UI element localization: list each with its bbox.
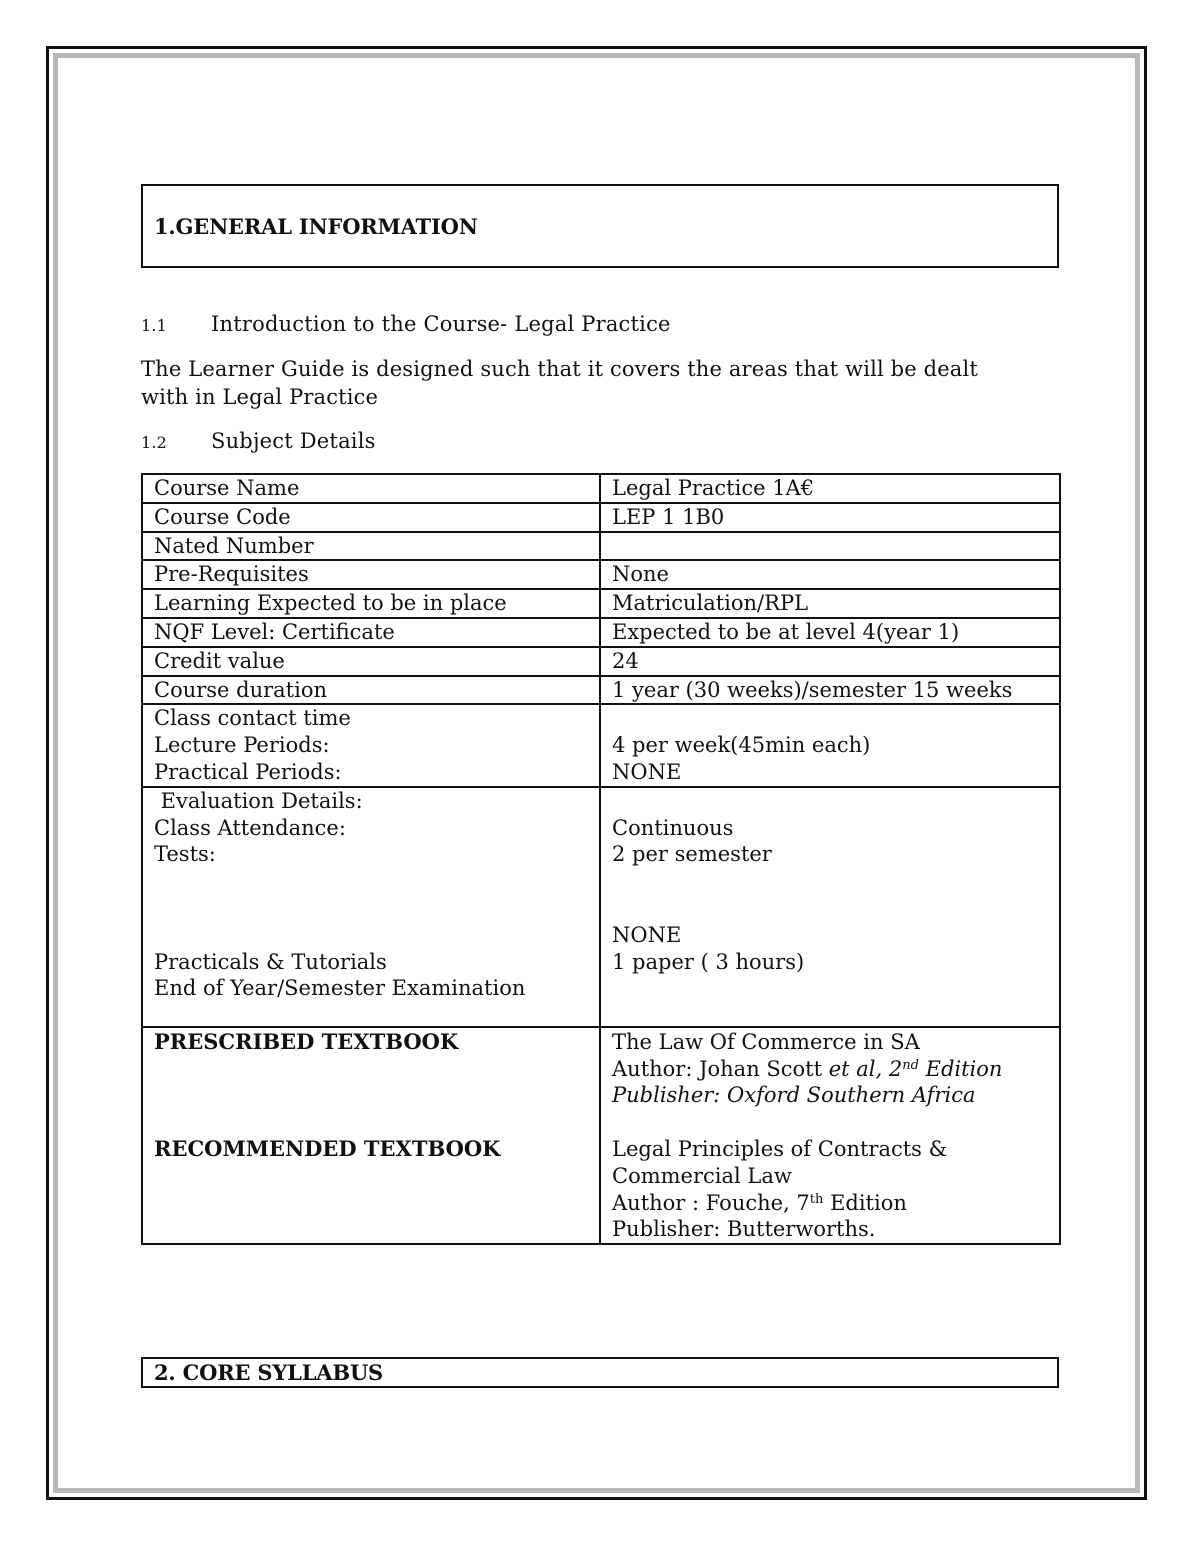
table-row [142, 676, 1060, 705]
row-value: LEP 1 1B0 [600, 503, 1060, 532]
contact-labels [142, 704, 600, 786]
contact-title: Class contact time [154, 706, 351, 731]
row-value: Matriculation/RPL [600, 589, 1060, 618]
intro-line-1: The Learner Guide is designed such that it covers the areas that will be dealt [141, 357, 978, 381]
lecture-label: Lecture Periods: [154, 733, 330, 758]
practical-value: NONE [612, 759, 682, 784]
prescribed-publisher: Publisher: Oxford Southern Africa [612, 1083, 976, 1108]
exam-label: End of Year/Semester Examination [154, 976, 526, 1001]
attendance-value: Continuous [612, 815, 734, 840]
evaluation-labels [142, 787, 600, 1027]
textbook-values [600, 1027, 1060, 1244]
row-label: Course Code [142, 503, 600, 532]
row-value: 24 [600, 647, 1060, 676]
prescribed-label: PRESCRIBED TEXTBOOK [154, 1028, 459, 1054]
section-2-heading: 2. CORE SYLLABUS [141, 1357, 1059, 1388]
practical-label: Practical Periods: [154, 759, 342, 784]
prescribed-author-suffix: Edition [918, 1056, 1003, 1081]
row-value: None [600, 560, 1060, 589]
table-row [142, 647, 1060, 676]
recommended-author-prefix: Author : Fouche, 7 [612, 1190, 810, 1215]
recommended-label: RECOMMENDED TEXTBOOK [154, 1135, 501, 1161]
tests-value: 2 per semester [612, 842, 772, 867]
recommended-author-sup: th [809, 1191, 824, 1207]
evaluation-row [142, 787, 1060, 1027]
recommended-author-suffix: Edition [823, 1190, 907, 1215]
subsection-1-1-number: 1.1 [141, 316, 168, 335]
row-label: Course Name [142, 474, 600, 503]
row-value: 1 year (30 weeks)/semester 15 weeks [600, 676, 1060, 705]
prescribed-author [612, 1056, 1059, 1083]
recommended-title-2: Commercial Law [612, 1163, 792, 1188]
row-label: Pre-Requisites [142, 560, 600, 589]
attendance-label: Class Attendance: [154, 815, 346, 840]
prescribed-title: The Law Of Commerce in SA [612, 1029, 920, 1054]
table-row [142, 560, 1060, 589]
row-label: Learning Expected to be in place [142, 589, 600, 618]
row-value: Expected to be at level 4(year 1) [600, 618, 1060, 647]
recommended-author [612, 1190, 1059, 1217]
prescribed-author-sup: nd [902, 1057, 919, 1073]
contact-time-row [142, 704, 1060, 786]
subsection-1-1 [141, 312, 671, 336]
textbook-labels [142, 1027, 600, 1244]
subject-details-table [141, 473, 1061, 1245]
row-value: Legal Practice 1A€ [600, 474, 1060, 503]
intro-paragraph [141, 355, 1041, 411]
row-label: Nated Number [142, 532, 600, 561]
extra-value: NONE [612, 922, 682, 947]
prescribed-author-prefix: Author: Johan Scott [612, 1056, 829, 1081]
practicals-value: 1 paper ( 3 hours) [612, 949, 805, 974]
table-row [142, 618, 1060, 647]
recommended-title-1: Legal Principles of Contracts & [612, 1136, 948, 1161]
table-row [142, 503, 1060, 532]
row-label: NQF Level: Certificate [142, 618, 600, 647]
recommended-publisher: Publisher: Butterworths. [612, 1217, 876, 1242]
prescribed-author-etal: et al, 2 [828, 1056, 903, 1081]
section-1-heading: 1.GENERAL INFORMATION [141, 184, 1059, 268]
subsection-1-1-title: Introduction to the Course- Legal Practice [211, 312, 671, 336]
practicals-label: Practicals & Tutorials [154, 949, 387, 974]
textbooks-row [142, 1027, 1060, 1244]
row-label: Course duration [142, 676, 600, 705]
tests-label: Tests: [154, 842, 216, 867]
intro-line-2: with in Legal Practice [141, 385, 379, 409]
lecture-value: 4 per week(45min each) [612, 733, 871, 758]
subsection-1-2-number: 1.2 [141, 433, 168, 452]
contact-values [600, 704, 1060, 786]
table-row [142, 532, 1060, 561]
table-row [142, 589, 1060, 618]
row-value [600, 532, 1060, 561]
subsection-1-2-title: Subject Details [211, 429, 376, 453]
evaluation-title: Evaluation Details: [154, 788, 363, 813]
row-label: Credit value [142, 647, 600, 676]
subsection-1-2 [141, 429, 376, 453]
table-row [142, 474, 1060, 503]
evaluation-values [600, 787, 1060, 1027]
